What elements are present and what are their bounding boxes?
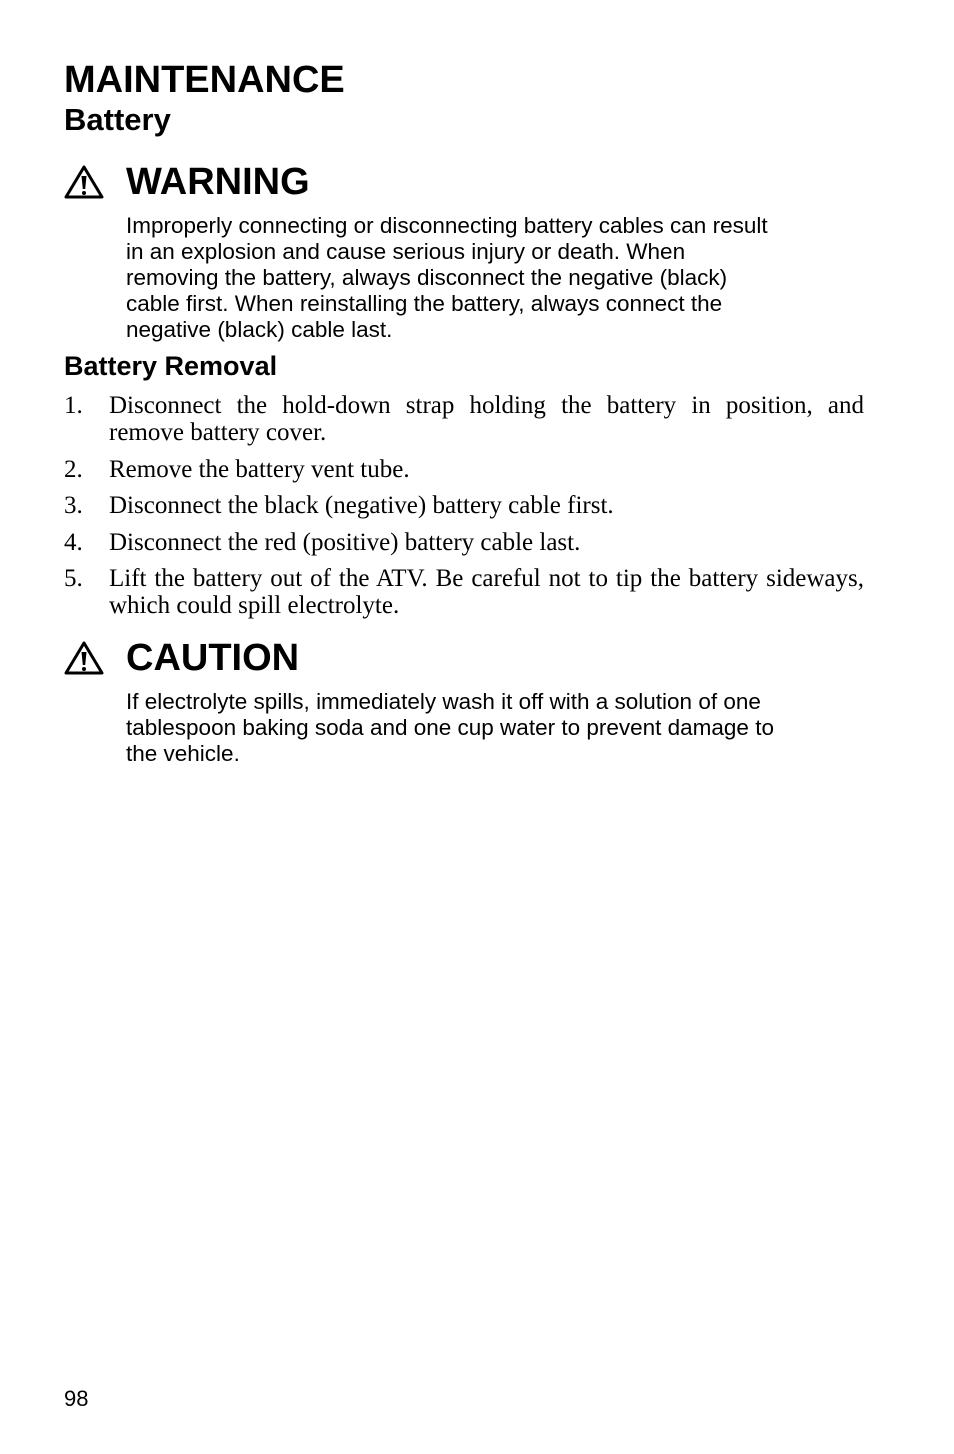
- step-number: 1.: [64, 392, 83, 419]
- caution-header: [64, 636, 299, 680]
- step-text: Disconnect the black (negative) battery cable first.: [109, 492, 614, 519]
- step-item: [64, 529, 864, 556]
- warning-text: Improperly connecting or disconnecting battery cables can result in an explosion and cause serious injury or death. When removing the battery, always disconnect the negative (black) cable first. When reinstalling the battery, always connect the negative (black) cable last.: [126, 213, 768, 342]
- step-text: Lift the battery out of the ATV. Be careful not to tip the battery sideways, which could spill electrolyte.: [109, 565, 864, 619]
- subsection-title: Battery: [64, 102, 171, 137]
- removal-steps: [64, 392, 864, 629]
- caution-text: If electrolyte spills, immediately wash it off with a solution of one tablespoon baking soda and one cup water to prevent damage to the vehicle.: [126, 689, 774, 766]
- step-text: Disconnect the red (positive) battery cable last.: [109, 528, 581, 556]
- warning-header: [64, 160, 310, 204]
- step-item: [64, 565, 864, 619]
- step-text: Remove the battery vent tube.: [109, 455, 410, 483]
- warning-label: WARNING: [126, 161, 310, 203]
- battery-removal-title: Battery Removal: [64, 351, 278, 381]
- step-number: 5.: [64, 565, 83, 592]
- step-item: [64, 392, 864, 446]
- step-item: [64, 492, 864, 519]
- caution-label: CAUTION: [126, 637, 300, 679]
- page-number: 98: [64, 1386, 89, 1411]
- step-item: [64, 456, 864, 483]
- warning-triangle-icon: [64, 165, 104, 199]
- step-number: 4.: [64, 528, 83, 556]
- caution-triangle-icon: [64, 641, 104, 675]
- section-title: MAINTENANCE: [64, 59, 345, 101]
- step-number: 3.: [64, 492, 83, 519]
- step-text: Disconnect the hold-down strap holding the battery in position, and remove battery cover.: [109, 392, 864, 446]
- step-number: 2.: [64, 455, 83, 483]
